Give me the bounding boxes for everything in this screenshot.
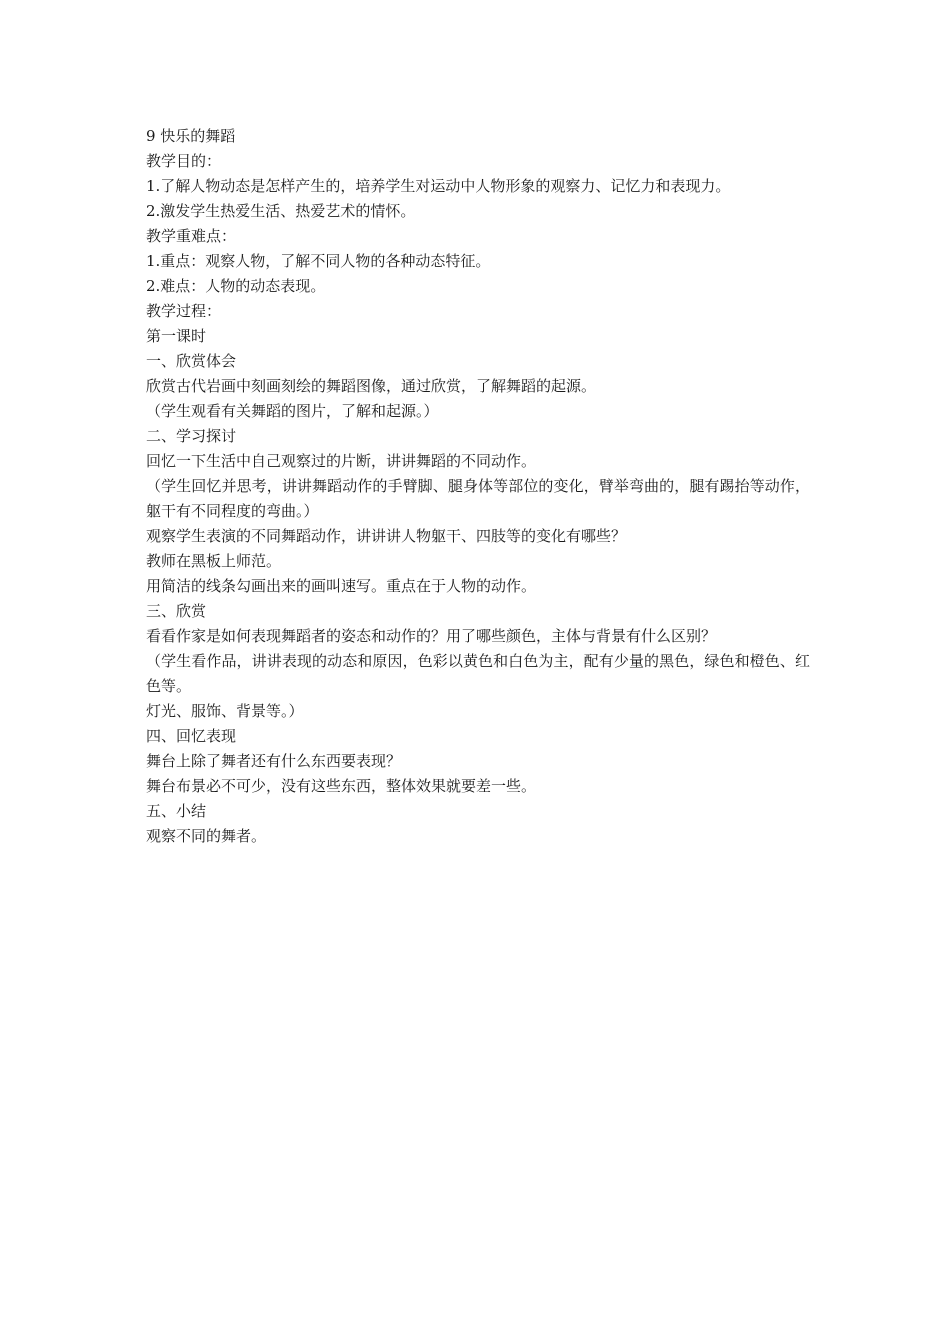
paragraph: （学生观看有关舞蹈的图片，了解和起源。） xyxy=(146,402,439,420)
paragraph: 用简洁的线条勾画出来的画叫速写。重点在于人物的动作。 xyxy=(146,577,537,595)
heading-teaching-objectives: 教学目的： xyxy=(146,152,222,170)
section-heading: 五、小结 xyxy=(146,802,207,820)
paragraph: 灯光、服饰、背景等。） xyxy=(146,702,304,720)
paragraph: （学生看作品，讲讲表现的动态和原因，色彩以黄色和白色为主，配有少量的黑色，绿色和橙色、红色等。 xyxy=(146,652,810,695)
paragraph: （学生回忆并思考，讲讲舞蹈动作的手臂脚、腿身体等部位的变化，臂举弯曲的，腿有踢抬等动作，躯干有不同程度的弯曲。） xyxy=(146,477,810,520)
difficult-point-item: 2.难点：人物的动态表现。 xyxy=(146,277,326,295)
paragraph: 欣赏古代岩画中刻画刻绘的舞蹈图像，通过欣赏，了解舞蹈的起源。 xyxy=(146,377,597,395)
paragraph: 舞台布景必不可少，没有这些东西，整体效果就要差一些。 xyxy=(146,777,537,795)
paragraph: 观察不同的舞者。 xyxy=(146,827,267,845)
objective-item: 2.激发学生热爱生活、热爱艺术的情怀。 xyxy=(146,202,416,220)
section-heading: 三、欣赏 xyxy=(146,602,207,620)
paragraph: 教师在黑板上师范。 xyxy=(146,552,282,570)
heading-teaching-process: 教学过程： xyxy=(146,302,222,320)
lesson-title: 9 快乐的舞蹈 xyxy=(146,127,236,145)
paragraph: 舞台上除了舞者还有什么东西要表现？ xyxy=(146,752,402,770)
objective-item: 1.了解人物动态是怎样产生的，培养学生对运动中人物形象的观察力、记忆力和表现力。 xyxy=(146,177,731,195)
section-heading: 四、回忆表现 xyxy=(146,727,237,745)
document-body xyxy=(146,124,810,849)
heading-key-difficult-points: 教学重难点： xyxy=(146,227,237,245)
key-point-item: 1.重点：观察人物，了解不同人物的各种动态特征。 xyxy=(146,252,491,270)
paragraph: 回忆一下生活中自己观察过的片断，讲讲舞蹈的不同动作。 xyxy=(146,452,537,470)
lesson-period: 第一课时 xyxy=(146,327,207,345)
paragraph: 观察学生表演的不同舞蹈动作，讲讲讲人物躯干、四肢等的变化有哪些？ xyxy=(146,527,627,545)
paragraph: 看看作家是如何表现舞蹈者的姿态和动作的？用了哪些颜色，主体与背景有什么区别？ xyxy=(146,627,717,645)
section-heading: 二、学习探讨 xyxy=(146,427,237,445)
section-heading: 一、欣赏体会 xyxy=(146,352,237,370)
